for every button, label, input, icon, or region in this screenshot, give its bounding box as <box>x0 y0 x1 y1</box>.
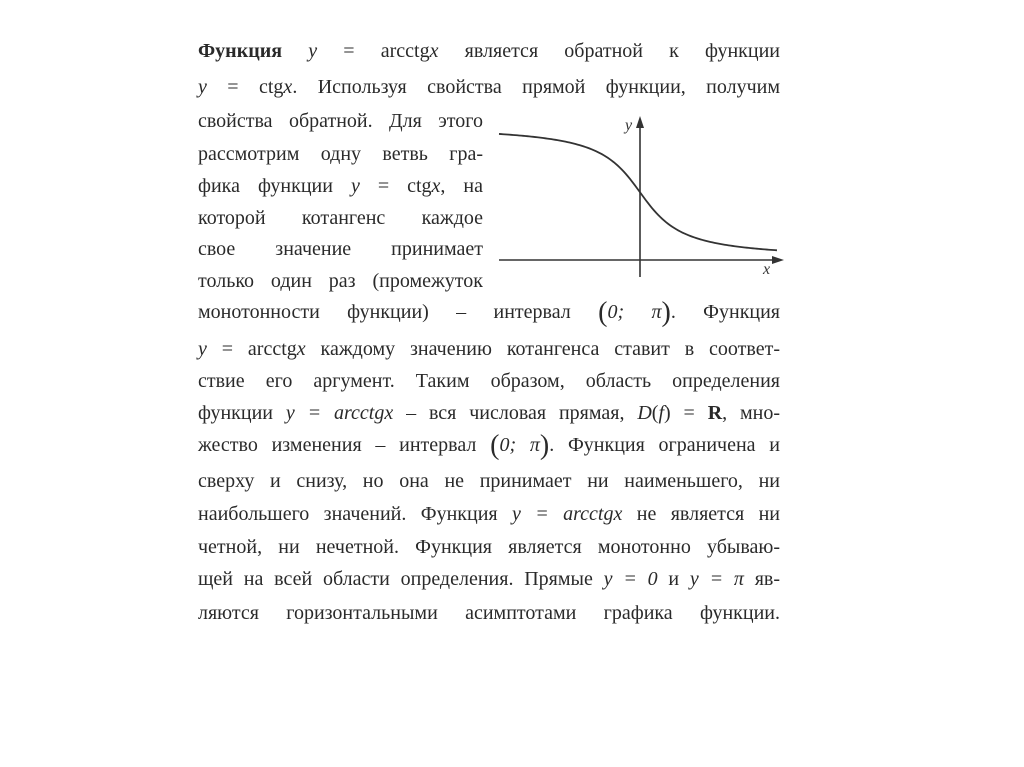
formula-ctg: y = ctgx <box>198 76 293 98</box>
text-line-12: функции y = arcctgx – вся числовая прямая, D(f) = R, мно- <box>198 402 781 424</box>
term-function-bold: Функция <box>198 40 283 62</box>
text-line-13: жество изменения – интервал (0; π). Функция ограничена и <box>198 430 780 461</box>
interval-0-pi-2: (0; π) <box>490 430 550 461</box>
text-line-1 <box>198 38 780 64</box>
y-axis-label: y <box>625 117 633 134</box>
text-line-17: щей на всей области определения. Прямые y = 0 и y = π яв- <box>198 568 781 590</box>
text-line-14: сверху и снизу, но она не принимает ни наименьшего, ни <box>198 470 780 492</box>
text-line-10: y = arcctgx каждому значению котангенса ставит в соответ- <box>198 338 780 360</box>
line1-tail: является обратной к функции <box>464 40 780 62</box>
domain-formula: D(f) = R <box>637 402 723 424</box>
formula-ctg-2: y = ctgx <box>350 175 441 197</box>
text-line-15: наибольшего значений. Функция y = arcctgx не является ни <box>198 503 781 525</box>
formula-arcctg: y = arcctgx <box>308 40 439 62</box>
x-axis-label: x <box>763 261 771 278</box>
text-line-6: которой котангенс каждое <box>198 207 483 229</box>
asymptote-y0: y = 0 <box>603 568 658 590</box>
asymptote-ypi: y = π <box>689 568 744 590</box>
text-line-4: рассмотрим одну ветвь гра- <box>198 143 483 165</box>
text-line-16: четной, ни нечетной. Функция является монотонно убываю- <box>198 536 780 558</box>
formula-arcctg-2: y = arcctgx <box>198 338 306 360</box>
formula-arcctg-3: y = arcctgx <box>285 402 394 424</box>
text-line-11: ствие его аргумент. Таким образом, область определения <box>198 370 780 392</box>
text-line-8: только один раз (промежуток <box>198 270 483 292</box>
text-line-18: ляются горизонтальными асимптотами графика функции. <box>198 602 780 624</box>
text-line-9: монотонности функции) – интервал (0; π). Функция <box>198 297 781 328</box>
arcctg-curve <box>499 134 777 250</box>
text-line-3: свойства обратной. Для этого <box>198 110 483 132</box>
formula-arcctg-4: y = arcctgx <box>512 503 623 525</box>
text-line-2 <box>198 74 780 100</box>
text-line-5: фика функции y = ctgx, на <box>198 175 483 197</box>
line2-tail: . Используя свойства прямой функции, получим <box>292 76 781 98</box>
interval-0-pi: (0; π) <box>598 297 671 328</box>
arcctg-graph <box>495 112 785 280</box>
text-line-7: свое значение принимает <box>198 238 483 260</box>
y-axis-arrow-icon <box>636 116 644 128</box>
x-axis-arrow-icon <box>772 256 784 264</box>
